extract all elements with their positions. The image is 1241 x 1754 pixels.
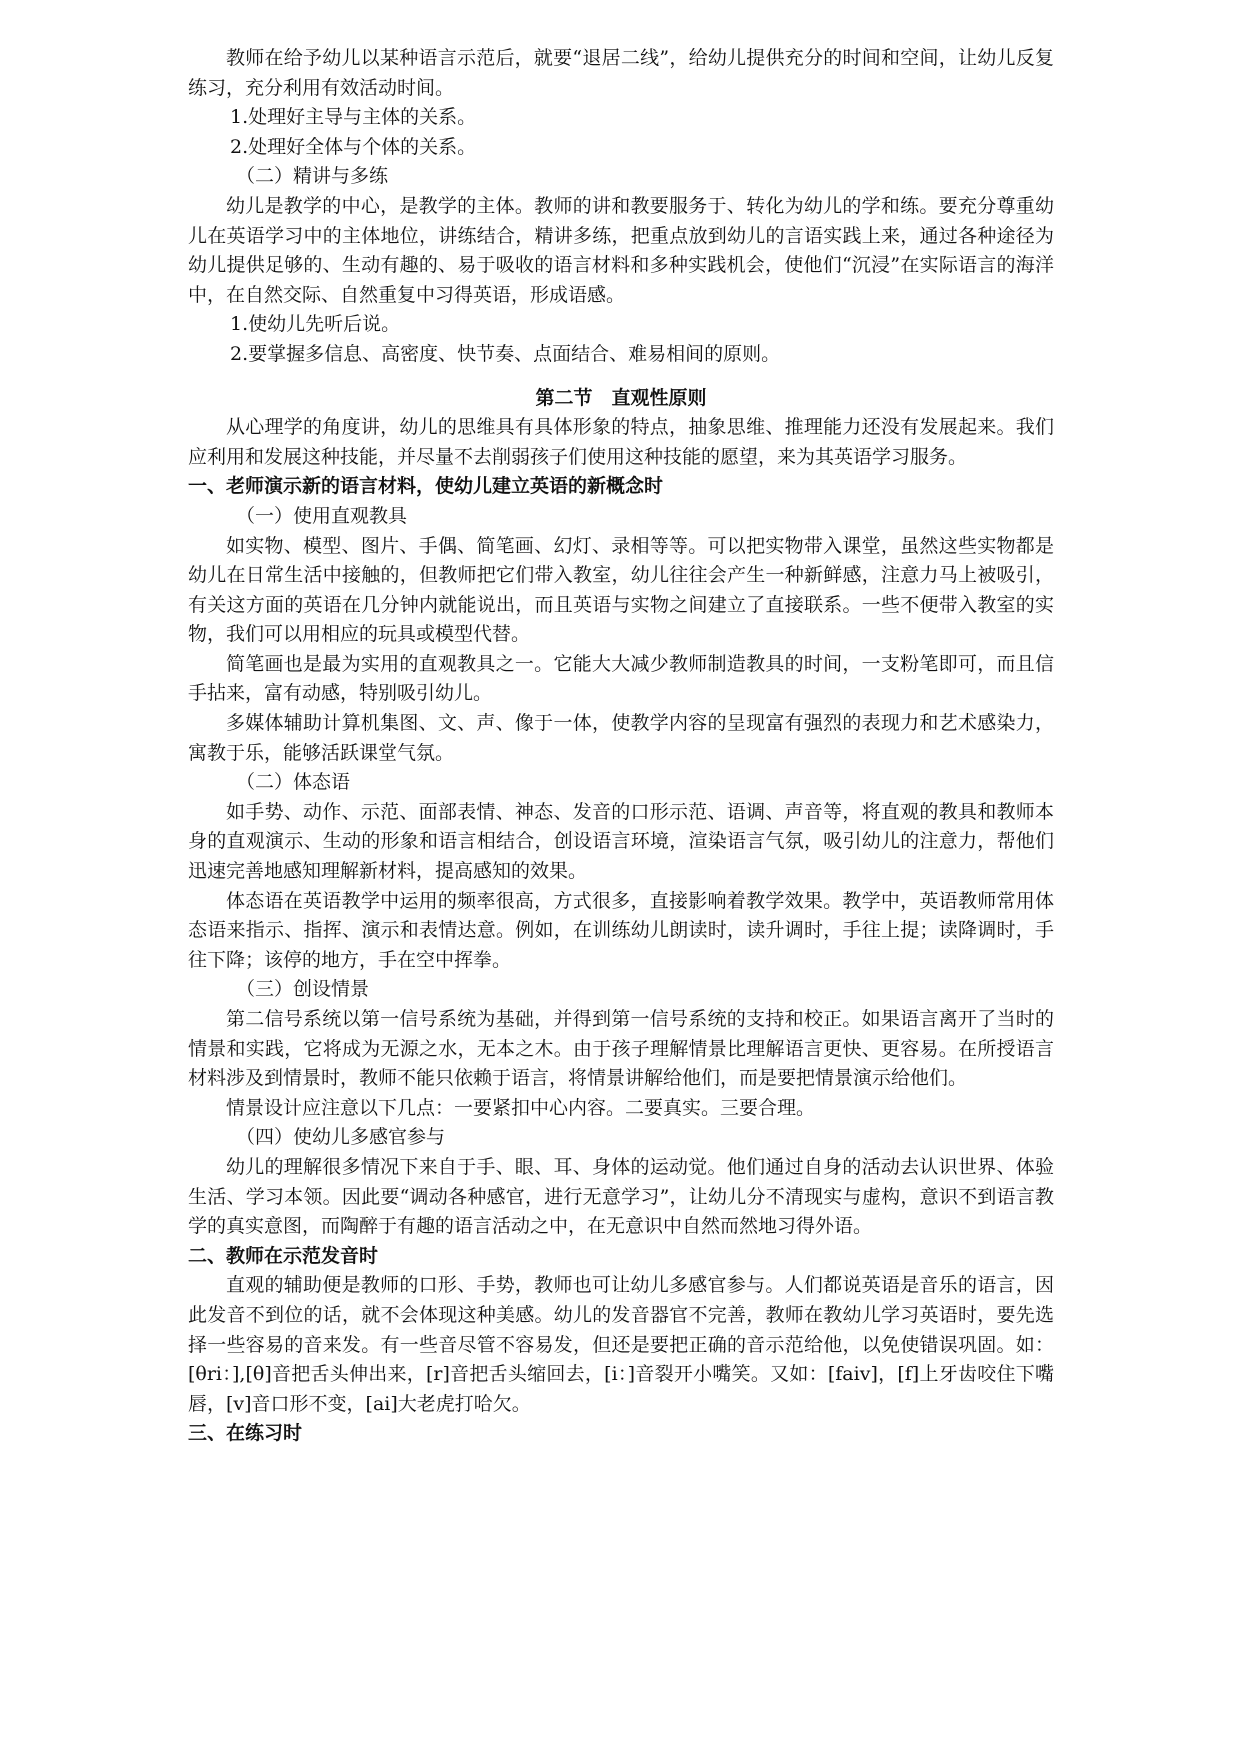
list-item: 2.要掌握多信息、高密度、快节奏、点面结合、难易相间的原则。 (230, 342, 781, 365)
paragraph: 从心理学的角度讲，幼儿的思维具有具体形象的特点，抽象思维、推理能力还没有发展起来。我们应利用和发展这种技能，并尽量不去削弱孩子们使用这种技能的愿望，来为其英语学习服务。 (188, 416, 1054, 468)
subsection-title: （二）体态语 (236, 771, 351, 794)
paragraph: 如手势、动作、示范、面部表情、神态、发音的口形示范、语调、声音等，将直观的教具和教师本身的直观演示、生动的形象和语言相结合，创设语言环境，渲染语言气氛，吸引幼儿的注意力，帮他们迅速完善地感知理解新材料，提高感知的效果。 (188, 800, 1054, 883)
list-item: 1.处理好主导与主体的关系。 (230, 106, 477, 129)
paragraph: 幼儿的理解很多情况下来自于手、眼、耳、身体的运动觉。他们通过自身的活动去认识世界、体验生活、学习本领。因此要“调动各种感官，进行无意学习”，让幼儿分不清现实与虚构，意识不到语言教学的真实意图，而陶醉于有趣的语言活动之中，在无意识中自然而然地习得外语。 (188, 1155, 1054, 1238)
paragraph: 体态语在英语教学中运用的频率很高，方式很多，直接影响着教学效果。教学中，英语教师常用体态语来指示、指挥、演示和表情达意。例如，在训练幼儿朗读时，读升调时，手往上提；读降调时，手往下降；该停的地方，手在空中挥拳。 (188, 889, 1054, 971)
paragraph: 如实物、模型、图片、手偶、简笔画、幻灯、录相等等。可以把实物带入课堂，虽然这些实物都是幼儿在日常生活中接触的，但教师把它们带入教室，幼儿往往会产生一种新鲜感，注意力马上被吸引，有关这方面的英语在几分钟内就能说出，而且英语与实物之间建立了直接联系。一些不便带入教室的实物，我们可以用相应的玩具或模型代替。 (188, 534, 1054, 646)
paragraph: 第二信号系统以第一信号系统为基础，并得到第一信号系统的支持和校正。如果语言离开了当时的情景和实践，它将成为无源之水，无本之木。由于孩子理解情景比理解语言更快、更容易。在所授语言材料涉及到情景时，教师不能只依赖于语言，将情景讲解给他们，而是要把情景演示给他们。 (188, 1008, 1054, 1090)
subsection-title: （一）使用直观教具 (236, 504, 408, 527)
paragraph: 直观的辅助便是教师的口形、手势，教师也可让幼儿多感官参与。人们都说英语是音乐的语言，因此发音不到位的话，就不会体现这种美感。幼儿的发音器官不完善，教师在教幼儿学习英语时，要先选择一些容易的音来发。有一些音尽管不容易发，但还是要把正确的音示范给他，以免使错误巩固。如：[θri：],[θ]音把舌头伸出来，[r]音把舌头缩回去，[i：]音裂开小嘴笑。又如：[faiv]，[f]上牙齿咬住下嘴唇，[v]音口形不变，[ai]大老虎打哈欠。 (188, 1274, 1054, 1415)
paragraph: 简笔画也是最为实用的直观教具之一。它能大大减少教师制造教具的时间，一支粉笔即可，而且信手拈来，富有动感，特别吸引幼儿。 (188, 652, 1054, 705)
list-item: 1.使幼儿先听后说。 (230, 313, 401, 336)
heading: 一、老师演示新的语言材料，使幼儿建立英语的新概念时 (188, 475, 664, 498)
heading: 二、教师在示范发音时 (188, 1244, 379, 1267)
heading: 三、在练习时 (188, 1422, 303, 1445)
document-page (188, 44, 1054, 1449)
paragraph: 多媒体辅助计算机集图、文、声、像于一体，使教学内容的呈现富有强烈的表现力和艺术感染力，寓教于乐，能够活跃课堂气氛。 (188, 712, 1054, 764)
paragraph: 情景设计应注意以下几点：一要紧扣中心内容。二要真实。三要合理。 (226, 1096, 816, 1119)
subsection-title: （四）使幼儿多感官参与 (236, 1126, 446, 1149)
section-title: 第二节 直观性原则 (535, 386, 707, 409)
paragraph: 教师在给予幼儿以某种语言示范后，就要“退居二线”，给幼儿提供充分的时间和空间，让幼儿反复练习，充分利用有效活动时间。 (188, 47, 1054, 99)
paragraph: 幼儿是教学的中心，是教学的主体。教师的讲和教要服务于、转化为幼儿的学和练。要充分尊重幼儿在英语学习中的主体地位，讲练结合，精讲多练，把重点放到幼儿的言语实践上来，通过各种途径为幼儿提供足够的、生动有趣的、易于吸收的语言材料和多种实践机会，使他们“沉浸”在实际语言的海洋中，在自然交际、自然重复中习得英语，形成语感。 (188, 194, 1054, 306)
subsection-title: （三）创设情景 (236, 978, 370, 1001)
subsection-title: （二）精讲与多练 (236, 165, 389, 188)
list-item: 2.处理好全体与个体的关系。 (230, 135, 477, 158)
